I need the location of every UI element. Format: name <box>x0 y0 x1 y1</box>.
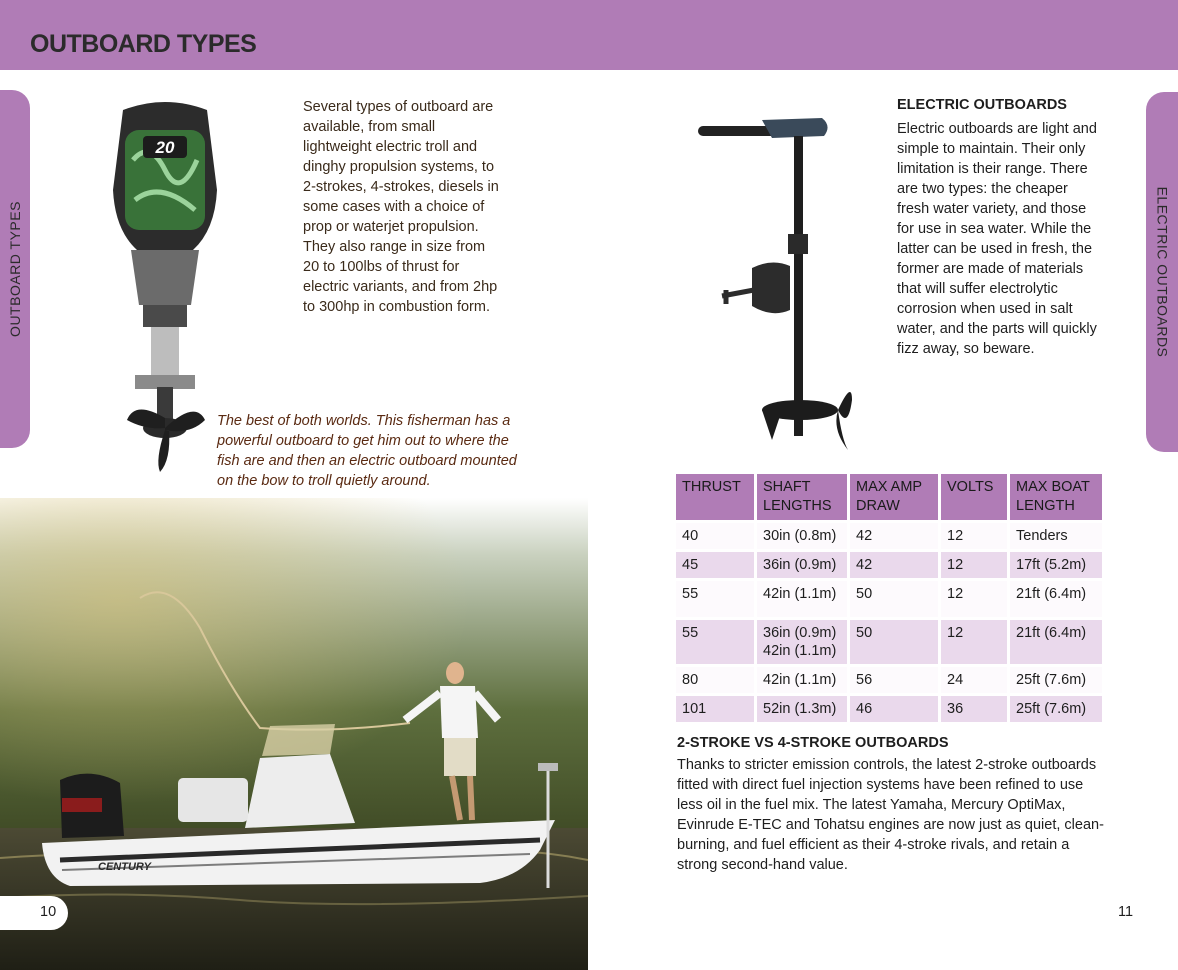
col-header-shaft: SHAFT LENGTHS <box>757 474 847 520</box>
table-cell: 12 <box>941 581 1007 617</box>
table-row <box>676 581 1102 617</box>
table-cell: 40 <box>676 523 754 549</box>
electric-section-body: Electric outboards are light and simple to maintain. Their only limitation is their range. There are two types: the cheaper fresh water variety, and those for use in sea water. While the latter can be used in fresh, the former are made of materials that will suffer electrolytic corrosion when used in salt water, and the parts will quickly fizz away, so beware. <box>897 121 1097 357</box>
intro-paragraph: Several types of outboard are available, from small lightweight electric troll and dinghy propulsion systems, to 2-strokes, 4-strokes, diesels in some cases with a choice of prop or waterjet propulsion. They also range in size from 20 to 100lbs of thrust for electric variants, and from 2hp to 300hp in combustion form. <box>303 99 499 315</box>
fishing-boat-photo <box>0 498 588 970</box>
table-cell: 56 <box>850 667 938 693</box>
col-header-amp: MAX AMP DRAW <box>850 474 938 520</box>
table-cell: 24 <box>941 667 1007 693</box>
table-cell: 36in (0.9m) <box>757 552 847 578</box>
table-row <box>676 523 1102 549</box>
table-row <box>676 620 1102 664</box>
table-cell: 25ft (7.6m) <box>1010 696 1102 722</box>
table-cell: 45 <box>676 552 754 578</box>
table-cell: 12 <box>941 552 1007 578</box>
table-cell: 21ft (6.4m) <box>1010 620 1102 664</box>
electric-section-title: ELECTRIC OUTBOARDS <box>897 97 1067 113</box>
table-cell: 36 <box>941 696 1007 722</box>
table-cell: 25ft (7.6m) <box>1010 667 1102 693</box>
table-cell: 55 <box>676 620 754 664</box>
table-cell: 50 <box>850 581 938 617</box>
table-cell: 21ft (6.4m) <box>1010 581 1102 617</box>
side-tab-right <box>1146 92 1178 452</box>
table-cell: 46 <box>850 696 938 722</box>
table-cell: 42in (1.1m) <box>757 667 847 693</box>
page-number-left-tab <box>0 896 68 930</box>
table-cell: 12 <box>941 620 1007 664</box>
table-row <box>676 696 1102 722</box>
page-title: OUTBOARD TYPES <box>30 30 257 58</box>
stroke-section-title: 2-STROKE VS 4-STROKE OUTBOARDS <box>677 735 949 751</box>
table-cell: 42 <box>850 523 938 549</box>
table-cell: Tenders <box>1010 523 1102 549</box>
stroke-section-body: Thanks to stricter emission controls, the latest 2-stroke outboards fitted with direct fuel injection systems have been refined to use less oil in the fuel mix. The latest Yamaha, Mercury OptiMax, Evinrude E-TEC and Tohatsu engines are now just as quiet, clean-burning, and fuel efficient as their 4-stroke rivals, and retain a strong second-hand value. <box>677 757 1104 873</box>
photo-caption: The best of both worlds. This fisherman has a powerful outboard to get him out to where the fish are and then an electric outboard mounted on the bow to troll quietly around. <box>217 413 517 489</box>
table-cell: 36in (0.9m) 42in (1.1m) <box>757 620 847 664</box>
page-number-right: 11 <box>1118 904 1134 920</box>
engine-badge: 20 <box>155 138 175 157</box>
table-cell: 80 <box>676 667 754 693</box>
table-header-row <box>676 474 1102 520</box>
side-tab-left <box>0 90 30 448</box>
outboard-engine-image <box>105 100 225 480</box>
table-cell: 17ft (5.2m) <box>1010 552 1102 578</box>
col-header-volts: VOLTS <box>941 474 1007 520</box>
table-cell: 42in (1.1m) <box>757 581 847 617</box>
page-number-left: 10 <box>40 904 57 920</box>
table-cell: 101 <box>676 696 754 722</box>
specs-table <box>673 471 1105 725</box>
header-bar-right <box>588 0 1178 70</box>
table-cell: 52in (1.3m) <box>757 696 847 722</box>
table-cell: 30in (0.8m) <box>757 523 847 549</box>
table-cell: 50 <box>850 620 938 664</box>
table-cell: 42 <box>850 552 938 578</box>
side-tab-right-label: ELECTRIC OUTBOARDS <box>1154 186 1170 358</box>
side-tab-left-label: OUTBOARD TYPES <box>7 201 24 337</box>
table-row <box>676 552 1102 578</box>
col-header-boat-length: MAX BOAT LENGTH <box>1010 474 1102 520</box>
electric-motor-image <box>692 110 867 460</box>
table-cell: 55 <box>676 581 754 617</box>
table-row <box>676 667 1102 693</box>
col-header-thrust: THRUST <box>676 474 754 520</box>
boat-name: CENTURY <box>98 861 151 873</box>
table-cell: 12 <box>941 523 1007 549</box>
